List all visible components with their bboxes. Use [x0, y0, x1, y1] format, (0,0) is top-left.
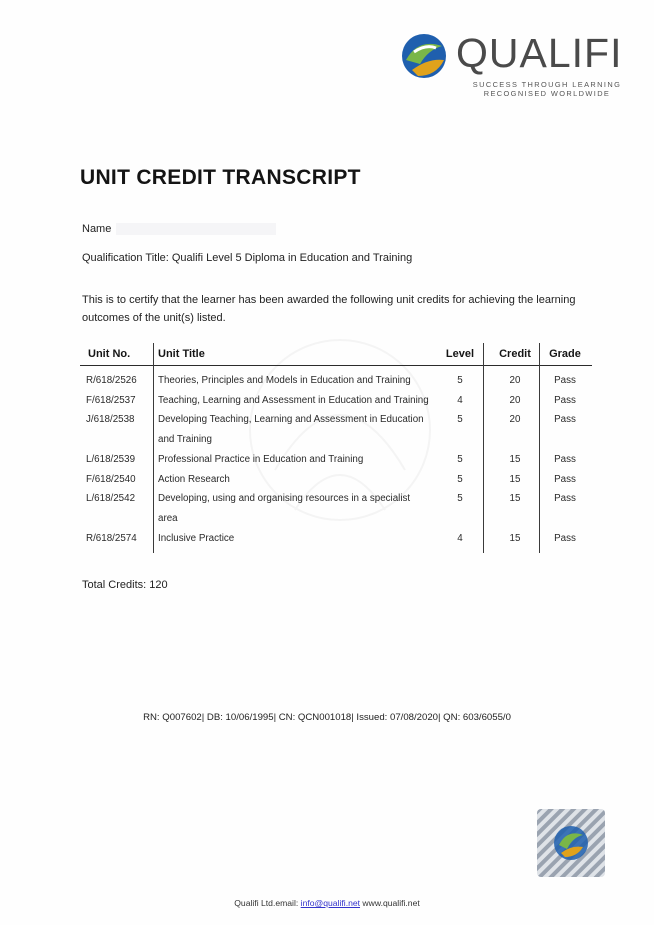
- level-cell: 5: [457, 414, 463, 426]
- qualifi-logo: [398, 30, 630, 105]
- unit-number-cell: L/618/2542: [86, 493, 136, 505]
- qualifi-swirl-logo-icon: [398, 30, 450, 82]
- header-credit: Credit: [499, 348, 531, 360]
- unit-title-cell: Professional Practice in Education and Training: [158, 453, 364, 465]
- unit-title-cell-continued: area: [158, 512, 178, 524]
- header-unit-title: Unit Title: [158, 348, 205, 360]
- unit-number-cell: R/618/2526: [86, 375, 137, 386]
- footer-prefix: Qualifi Ltd.email:: [234, 898, 299, 908]
- grade-cell: Pass: [554, 473, 576, 485]
- brand-wordmark: QUALIFI: [456, 30, 623, 76]
- redacted-name: [116, 223, 276, 235]
- footer-website[interactable]: www.qualifi.net: [362, 898, 420, 908]
- column-divider: [483, 343, 484, 553]
- credit-cell: 20: [509, 414, 521, 426]
- name-label: Name: [82, 223, 112, 235]
- certify-line-2: outcomes of the unit(s) listed.: [82, 312, 226, 324]
- grade-cell: Pass: [554, 414, 576, 426]
- level-cell: 5: [457, 473, 463, 485]
- level-cell: 4: [457, 394, 463, 406]
- reference-numbers: RN: Q007602| DB: 10/06/1995| CN: QCN001018| Issued: 07/08/2020| QN: 603/6055/0: [143, 712, 511, 723]
- brand-tagline: [472, 80, 622, 98]
- header-grade: Grade: [549, 348, 581, 360]
- credit-cell: 15: [509, 493, 521, 505]
- column-divider: [153, 343, 154, 553]
- footer-email-link[interactable]: info@qualifi.net: [300, 898, 361, 908]
- credit-cell: 15: [509, 532, 521, 544]
- credit-cell: 15: [509, 453, 521, 465]
- certify-line-1: This is to certify that the learner has been awarded the following unit credits for achieving the learning: [82, 294, 576, 306]
- unit-number-cell: F/618/2540: [86, 473, 136, 485]
- unit-number-cell: L/618/2539: [86, 453, 136, 465]
- security-hologram-icon: [537, 809, 605, 877]
- tagline-line-1: SUCCESS THROUGH LEARNING: [472, 80, 622, 89]
- grade-cell: Pass: [554, 375, 576, 386]
- header-divider: [80, 365, 592, 366]
- header-unit-no: Unit No.: [88, 348, 131, 360]
- credit-cell: 15: [509, 473, 521, 485]
- level-cell: 5: [457, 453, 463, 465]
- level-cell: 5: [457, 375, 463, 386]
- header-level: Level: [445, 348, 475, 360]
- unit-number-cell: R/618/2574: [86, 532, 137, 544]
- certification-statement: [82, 291, 582, 327]
- grade-cell: Pass: [554, 453, 576, 465]
- tagline-line-2: RECOGNISED WORLDWIDE: [483, 89, 611, 98]
- unit-title-cell: Theories, Principles and Models in Education and Training: [158, 375, 411, 386]
- grade-cell: Pass: [554, 532, 576, 544]
- unit-number-cell: J/618/2538: [86, 414, 135, 426]
- unit-credit-table: [80, 343, 592, 555]
- unit-title-cell-continued: and Training: [158, 433, 212, 445]
- unit-title-cell: Action Research: [158, 473, 230, 485]
- grade-cell: Pass: [554, 493, 576, 505]
- level-cell: 4: [457, 532, 463, 544]
- page-title: UNIT CREDIT TRANSCRIPT: [80, 166, 361, 189]
- unit-number-cell: F/618/2537: [86, 394, 136, 406]
- unit-title-cell: Developing, using and organising resources in a specialist: [158, 493, 411, 505]
- unit-title-cell: Inclusive Practice: [158, 532, 235, 544]
- unit-title-cell: Teaching, Learning and Assessment in Education and Training: [158, 394, 429, 406]
- unit-title-cell: Developing Teaching, Learning and Assessment in Education: [158, 414, 424, 426]
- level-cell: 5: [457, 493, 463, 505]
- total-credits: Total Credits: 120: [82, 579, 168, 591]
- credit-cell: 20: [509, 375, 521, 386]
- grade-cell: Pass: [554, 394, 576, 406]
- qualification-title: Qualification Title: Qualifi Level 5 Diploma in Education and Training: [82, 252, 413, 264]
- footer-contact: [0, 898, 654, 908]
- credit-cell: 20: [509, 394, 521, 406]
